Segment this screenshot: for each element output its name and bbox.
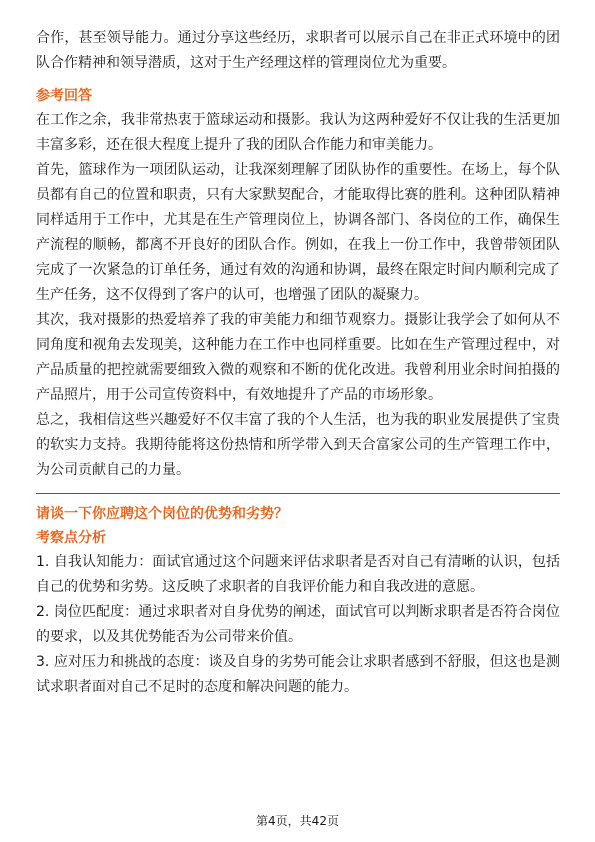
answer-paragraph-4: 总之，我相信这些兴趣爱好不仅丰富了我的个人生活，也为我的职业发展提供了宝贵的软实力支持。我期待能将这份热情和所学带入到天合富家公司的生产管理工作中，为公司贡献自己的力量。	[36, 412, 560, 478]
question-title: 请谈一下你应聘这个岗位的优势和劣势？	[36, 506, 288, 522]
analysis-heading: 考察点分析	[36, 530, 106, 546]
intro-continuation: 合作，甚至领导能力。通过分享这些经历，求职者可以展示自己在非正式环境中的团队合作精神和领导潜质，这对于生产经理这样的管理岗位尤为重要。	[36, 30, 560, 71]
page-number-footer: 第4页，共42页	[256, 814, 339, 828]
analysis-point-1: 1. 自我认知能力：面试官通过这个问题来评估求职者是否对自己有清晰的认识，包括自己的优势和劣势。这反映了求职者的自我评价能力和自我改进的意愿。	[36, 554, 560, 595]
answer-paragraph-1: 在工作之余，我非常热衷于篮球运动和摄影。我认为这两种爱好不仅让我的生活更加丰富多彩，还在很大程度上提升了我的团队合作能力和审美能力。	[36, 112, 560, 153]
answer-paragraph-3: 其次，我对摄影的热爱培养了我的审美能力和细节观察力。摄影让我学会了如何从不同角度和视角去发现美，这种能力在工作中也同样重要。比如在生产管理过程中，对产品质量的把控就需要细致入微的观察和不断的优化改进。我曾利用业余时间拍摄的产品照片，用于公司宣传资料中，有效地提升了产品的市场形象。	[36, 312, 560, 403]
analysis-point-3: 3. 应对压力和挑战的态度：谈及自身的劣势可能会让求职者感到不舒服，但这也是测试求职者面对自己不足时的态度和解决问题的能力。	[36, 654, 560, 695]
document-page	[36, 26, 560, 700]
section-divider	[36, 493, 560, 494]
analysis-point-2: 2. 岗位匹配度：通过求职者对自身优势的阐述，面试官可以判断求职者是否符合岗位的要求，以及其优势能否为公司带来价值。	[36, 604, 560, 645]
answer-paragraph-2: 首先，篮球作为一项团队运动，让我深刻理解了团队协作的重要性。在场上，每个队员都有自己的位置和职责，只有大家默契配合，才能取得比赛的胜利。这种团队精神同样适用于工作中，尤其是在生产管理岗位上，协调各部门、各岗位的工作，确保生产流程的顺畅，都离不开良好的团队合作。例如，在我上一份工作中，我曾带领团队完成了一次紧急的订单任务，通过有效的沟通和协调，最终在限定时间内顺利完成了生产任务，这不仅得到了客户的认可，也增强了团队的凝聚力。	[36, 162, 560, 303]
reference-answer-heading: 参考回答	[36, 88, 92, 104]
